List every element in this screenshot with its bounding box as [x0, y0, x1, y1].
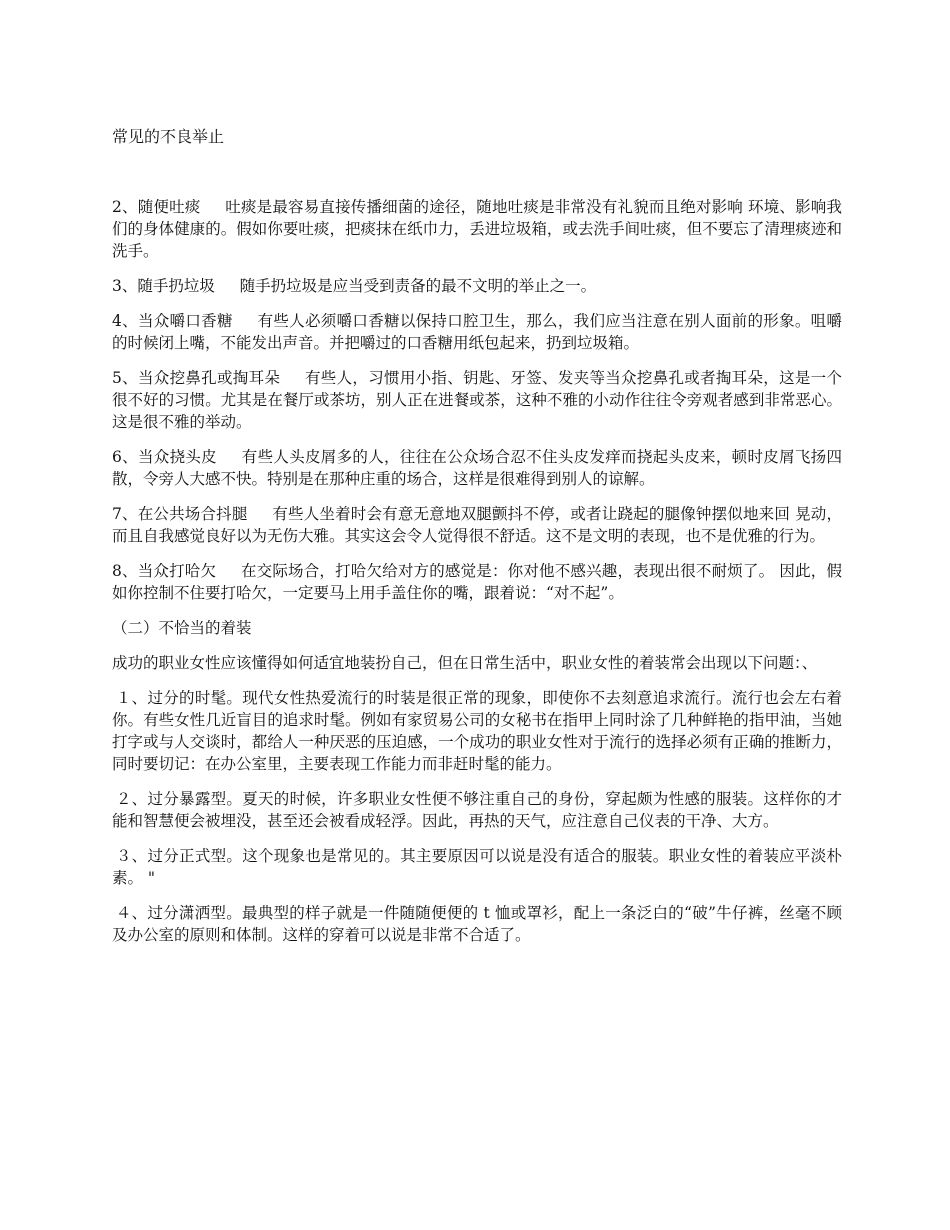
- item-text: 随手扔垃圾是应当受到责备的最不文明的举止之一。: [239, 277, 597, 295]
- section-item-4: ４、过分潇洒型。最典型的样子就是一件随随便便的 t 恤或罩衫，配上一条泛白的“破”牛仔裤，丝毫不顾及办公室的原则和体制。这样的穿着可以说是非常不合适了。: [112, 904, 842, 944]
- paragraph-item-7: [112, 503, 842, 547]
- item-heading: 6、当众挠头皮: [112, 448, 217, 466]
- item-text: 在交际场合，打哈欠给对方的感觉是：你对他不感兴趣，表现出很不耐烦了。 因此，假如你控制不住要打哈欠，一定要马上用手盖住你的嘴，跟着说：“对不起”。: [112, 562, 842, 602]
- item-heading: 5、当众挖鼻孔或掏耳朵: [112, 369, 281, 387]
- item-text: 有些人坐着时会有意无意地双腿颤抖不停，或者让跷起的腿像钟摆似地来回 晃动，而且自我感觉良好以为无伤大雅。其实这会令人觉得很不舒适。这不是文明的表现，也不是优雅的行为。: [112, 505, 842, 545]
- section-item-2: ２、过分暴露型。夏天的时候，许多职业女性便不够注重自己的身份，穿起颇为性感的服装。这样你的才能和智慧便会被埋没，甚至还会被看成轻浮。因此，再热的天气，应注意自己仪表的干净、大方。: [112, 790, 842, 830]
- item-text: 有些人头皮屑多的人，往往在公众场合忍不住头皮发痒而挠起头皮来，顿时皮屑飞扬四散，令旁人大感不快。特别是在那种庄重的场合，这样是很难得到别人的谅解。: [112, 448, 842, 488]
- paragraph-item-6: [112, 446, 842, 490]
- paragraph-item-4: [112, 310, 842, 354]
- section-item-1: １、过分的时髦。现代女性热爱流行的时装是很正常的现象，即使你不去刻意追求流行。流行也会左右着你。有些女性几近盲目的追求时髦。例如有家贸易公司的女秘书在指甲上同时涂了几种鲜艳的指甲油，当她打字或与人交谈时，都给人一种厌恶的压迫感，一个成功的职业女性对于流行的选择必须有正确的推断力，同时要切记：在办公室里，主要表现工作能力而非赶时髦的能力。: [112, 689, 842, 773]
- document-title: 常见的不良举止: [112, 127, 225, 146]
- item-heading: 3、随手扔垃圾: [112, 277, 215, 295]
- item-text: 有些人必须嚼口香糖以保持口腔卫生，那么，我们应当注意在别人面前的形象。咀嚼的时候闭上嘴，不能发出声音。并把嚼过的口香糖用纸包起来，扔到垃圾箱。: [112, 312, 842, 352]
- document-body: [112, 196, 842, 959]
- item-heading: 4、当众嚼口香糖: [112, 312, 233, 330]
- section-heading: （二）不恰当的着装: [112, 619, 252, 637]
- item-text: 吐痰是最容易直接传播细菌的途径，随地吐痰是非常没有礼貌而且绝对影响 环境、影响我们的身体健康的。假如你要吐痰，把痰抹在纸巾力，丢进垃圾箱，或去洗手间吐痰，但不要忘了清理痰迹和洗手。: [112, 198, 842, 260]
- paragraph-item-8: [112, 560, 842, 604]
- paragraph-item-5: [112, 367, 842, 433]
- item-heading: 8、当众打哈欠: [112, 562, 217, 580]
- item-text: 有些人，习惯用小指、钥匙、牙签、发夹等当众挖鼻孔或者掏耳朵，这是一个很不好的习惯。尤其是在餐厅或茶坊，别人正在进餐或茶，这种不雅的小动作往往令旁观者感到非常恶心。这是很不雅的举动。: [112, 369, 842, 431]
- section-item-3: ３、过分正式型。这个现象也是常见的。其主要原因可以说是没有适合的服装。职业女性的着装应平淡朴素。 ": [112, 847, 842, 887]
- paragraph-item-2: [112, 196, 842, 262]
- section-intro: 成功的职业女性应该懂得如何适宜地装扮自己，但在日常生活中，职业女性的着装常会出现以下问题：、: [112, 654, 818, 672]
- item-heading: 7、在公共场合抖腿: [112, 505, 248, 523]
- item-heading: 2、随便吐痰: [112, 198, 201, 216]
- paragraph-item-3: [112, 275, 842, 297]
